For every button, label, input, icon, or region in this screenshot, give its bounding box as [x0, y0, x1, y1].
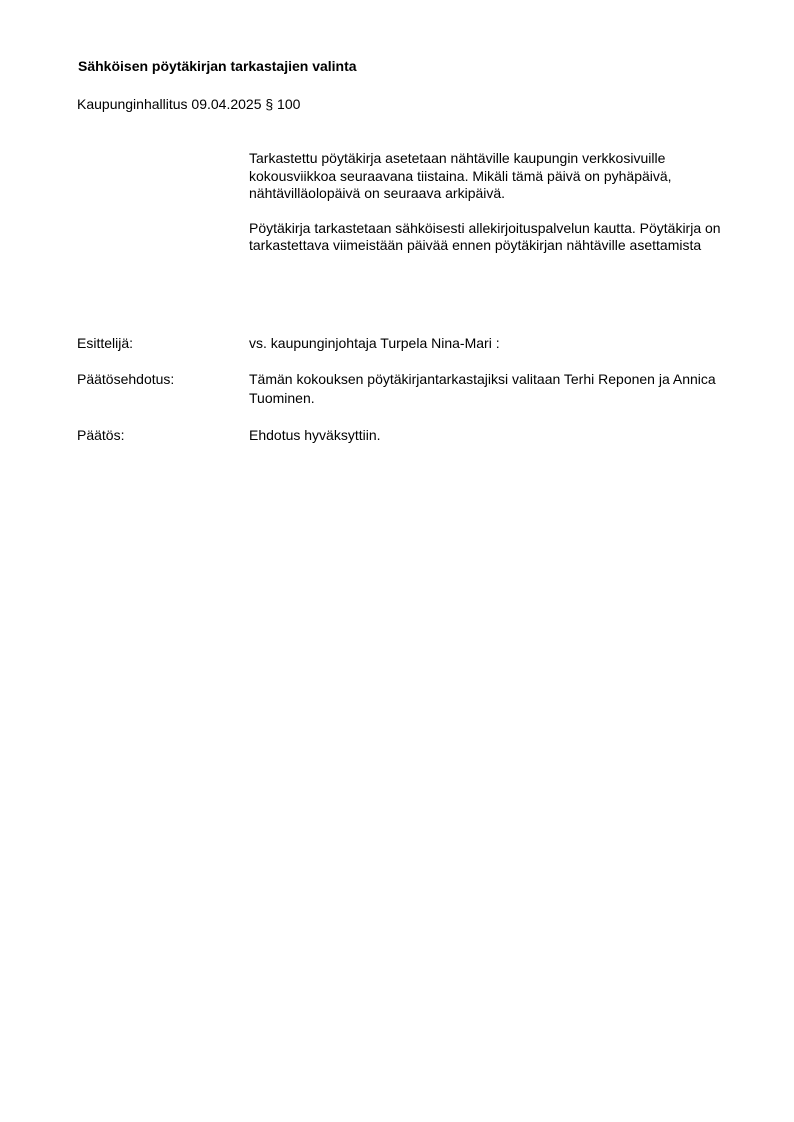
presenter-label: Esittelijä:	[77, 335, 134, 351]
intro-paragraph-publication: Tarkastettu pöytäkirja asetetaan nähtäville kaupungin verkkosivuille kokousviikkoa seuraavana tiistaina. Mikäli tämä päivä on pyhäpäivä, nähtävilläolopäivä on seuraava arkipäivä.	[249, 150, 672, 201]
document-title: Sähköisen pöytäkirjan tarkastajien valinta	[78, 58, 357, 74]
meeting-reference: Kaupunginhallitus 09.04.2025 § 100	[77, 96, 301, 112]
presenter-value: vs. kaupunginjohtaja Turpela Nina-Mari :	[249, 335, 500, 351]
intro-text	[249, 150, 739, 255]
decision-label: Päätös:	[77, 427, 125, 443]
proposal-value: Tämän kokouksen pöytäkirjantarkastajiksi valitaan Terhi Reponen ja Annica Tuominen.	[249, 371, 716, 406]
intro-paragraph-inspection: Pöytäkirja tarkastetaan sähköisesti allekirjoituspalvelun kautta. Pöytäkirja on tarkastettava viimeistään päivää ennen pöytäkirjan nähtäville asettamista	[249, 219, 721, 253]
proposal-label: Päätösehdotus:	[77, 371, 175, 387]
decision-value: Ehdotus hyväksyttiin.	[249, 427, 381, 443]
